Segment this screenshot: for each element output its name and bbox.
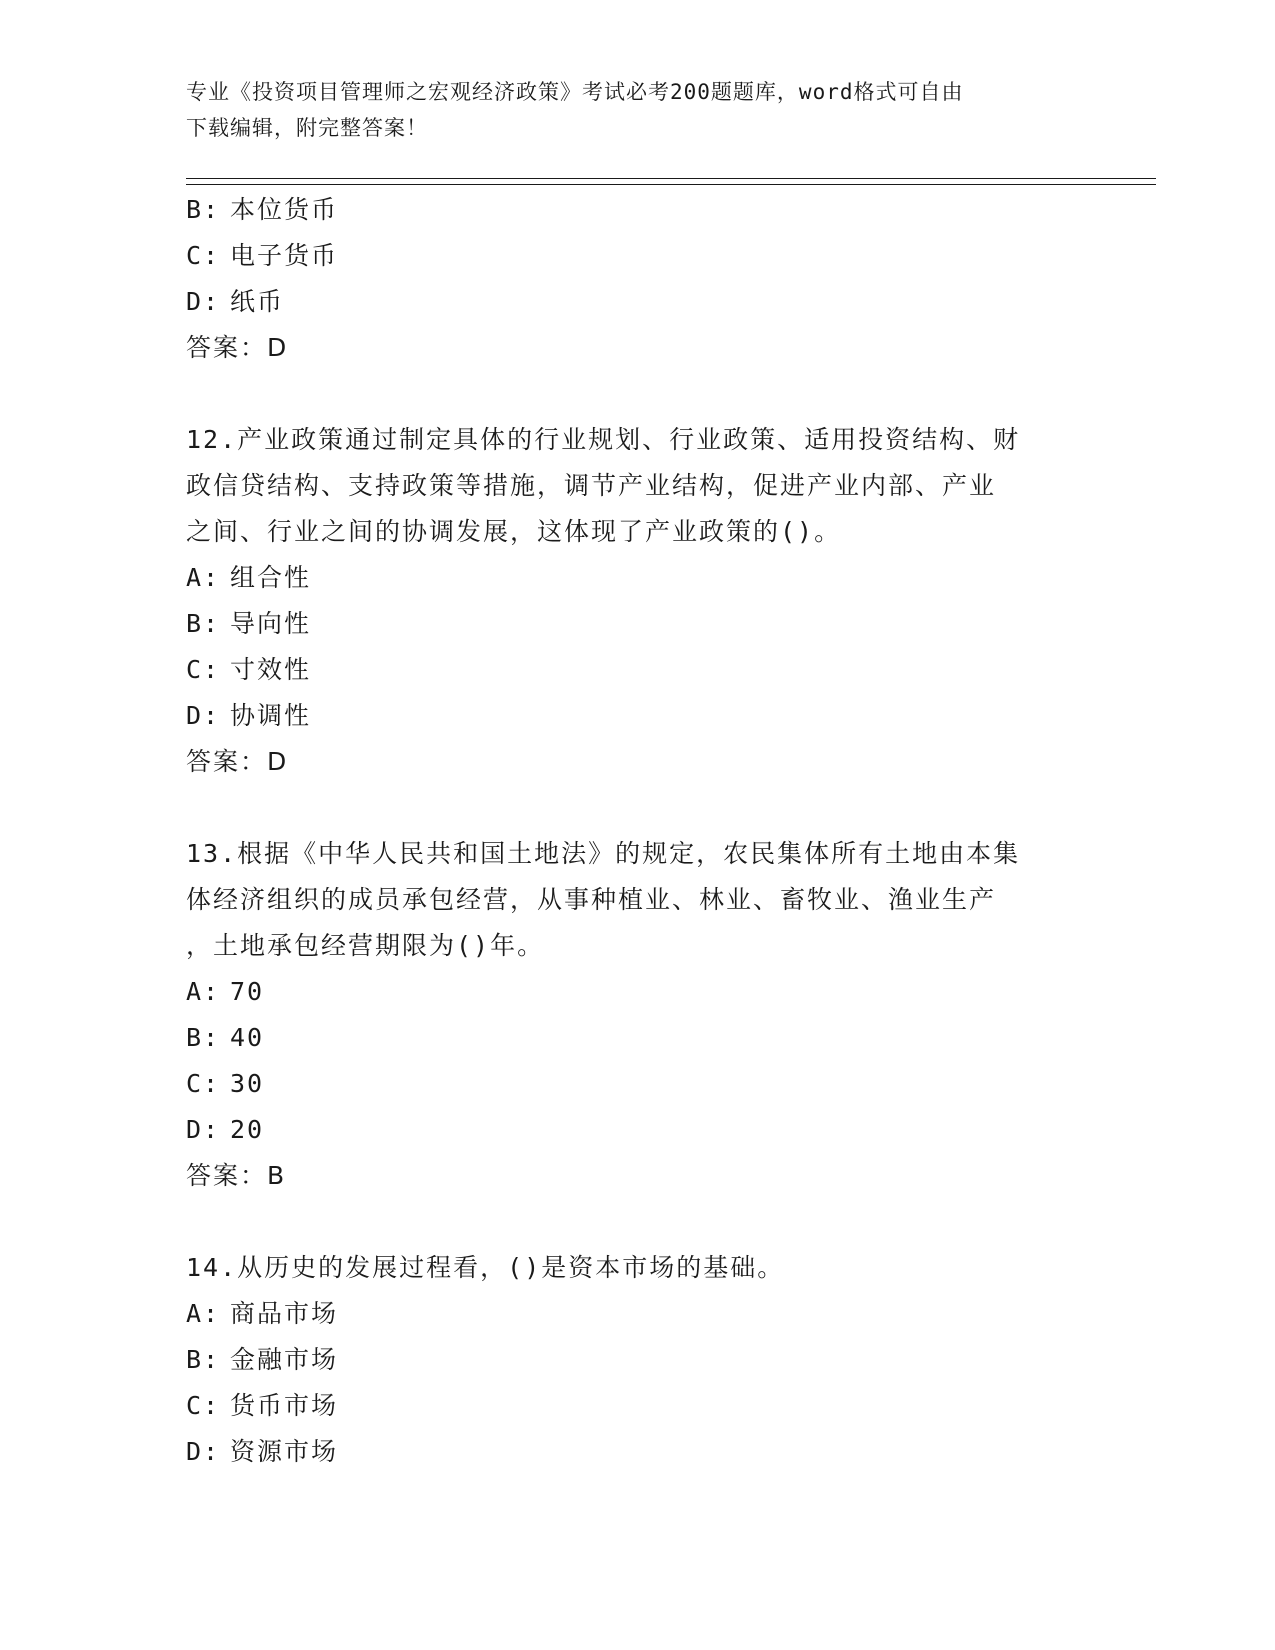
option-d: D: 资源市场 <box>186 1437 339 1466</box>
option-c: C: 30 <box>186 1069 265 1098</box>
option-a: A: 组合性 <box>186 563 312 592</box>
option-d: D: 纸币 <box>186 287 285 316</box>
stem-line: 13.根据《中华人民共和国土地法》的规定，农民集体所有土地由本集 <box>186 839 1021 868</box>
option-c: C: 寸效性 <box>186 655 312 684</box>
spacer <box>186 371 1086 417</box>
question-14 <box>186 1245 1086 1475</box>
stem-line: 12.产业政策通过制定具体的行业规划、行业政策、适用投资结构、财 <box>186 425 1021 454</box>
answer-line: 答案：D <box>186 333 289 362</box>
stem-line: ，土地承包经营期限为()年。 <box>186 931 545 960</box>
option-a: A: 70 <box>186 977 265 1006</box>
question-12 <box>186 417 1086 785</box>
option-c: C: 电子货币 <box>186 241 339 270</box>
question-13 <box>186 831 1086 1199</box>
option-b: B: 本位货币 <box>186 195 339 224</box>
question-list <box>186 187 1086 1475</box>
question-11-tail <box>186 187 1086 371</box>
stem-line: 体经济组织的成员承包经营，从事种植业、林业、畜牧业、渔业生产 <box>186 885 997 914</box>
stem-line: 之间、行业之间的协调发展，这体现了产业政策的()。 <box>186 517 842 546</box>
spacer <box>186 1199 1086 1245</box>
option-d: D: 协调性 <box>186 701 312 730</box>
option-b: B: 金融市场 <box>186 1345 339 1374</box>
spacer <box>186 785 1086 831</box>
answer-line: 答案：D <box>186 747 289 776</box>
header-line-1: 专业《投资项目管理师之宏观经济政策》考试必考200题题库，word格式可自由 <box>186 80 964 104</box>
option-b: B: 40 <box>186 1023 265 1052</box>
question-stem <box>186 831 1086 969</box>
option-c: C: 货币市场 <box>186 1391 339 1420</box>
stem-line: 14.从历史的发展过程看，()是资本市场的基础。 <box>186 1253 785 1282</box>
question-stem <box>186 417 1086 555</box>
header-divider <box>186 178 1156 185</box>
stem-line: 政信贷结构、支持政策等措施，调节产业结构，促进产业内部、产业 <box>186 471 997 500</box>
header-line-2: 下载编辑，附完整答案！ <box>186 116 428 140</box>
question-stem <box>186 1245 1086 1291</box>
option-d: D: 20 <box>186 1115 265 1144</box>
option-b: B: 导向性 <box>186 609 312 638</box>
option-a: A: 商品市场 <box>186 1299 339 1328</box>
answer-line: 答案：B <box>186 1161 287 1190</box>
document-header <box>186 74 1066 146</box>
